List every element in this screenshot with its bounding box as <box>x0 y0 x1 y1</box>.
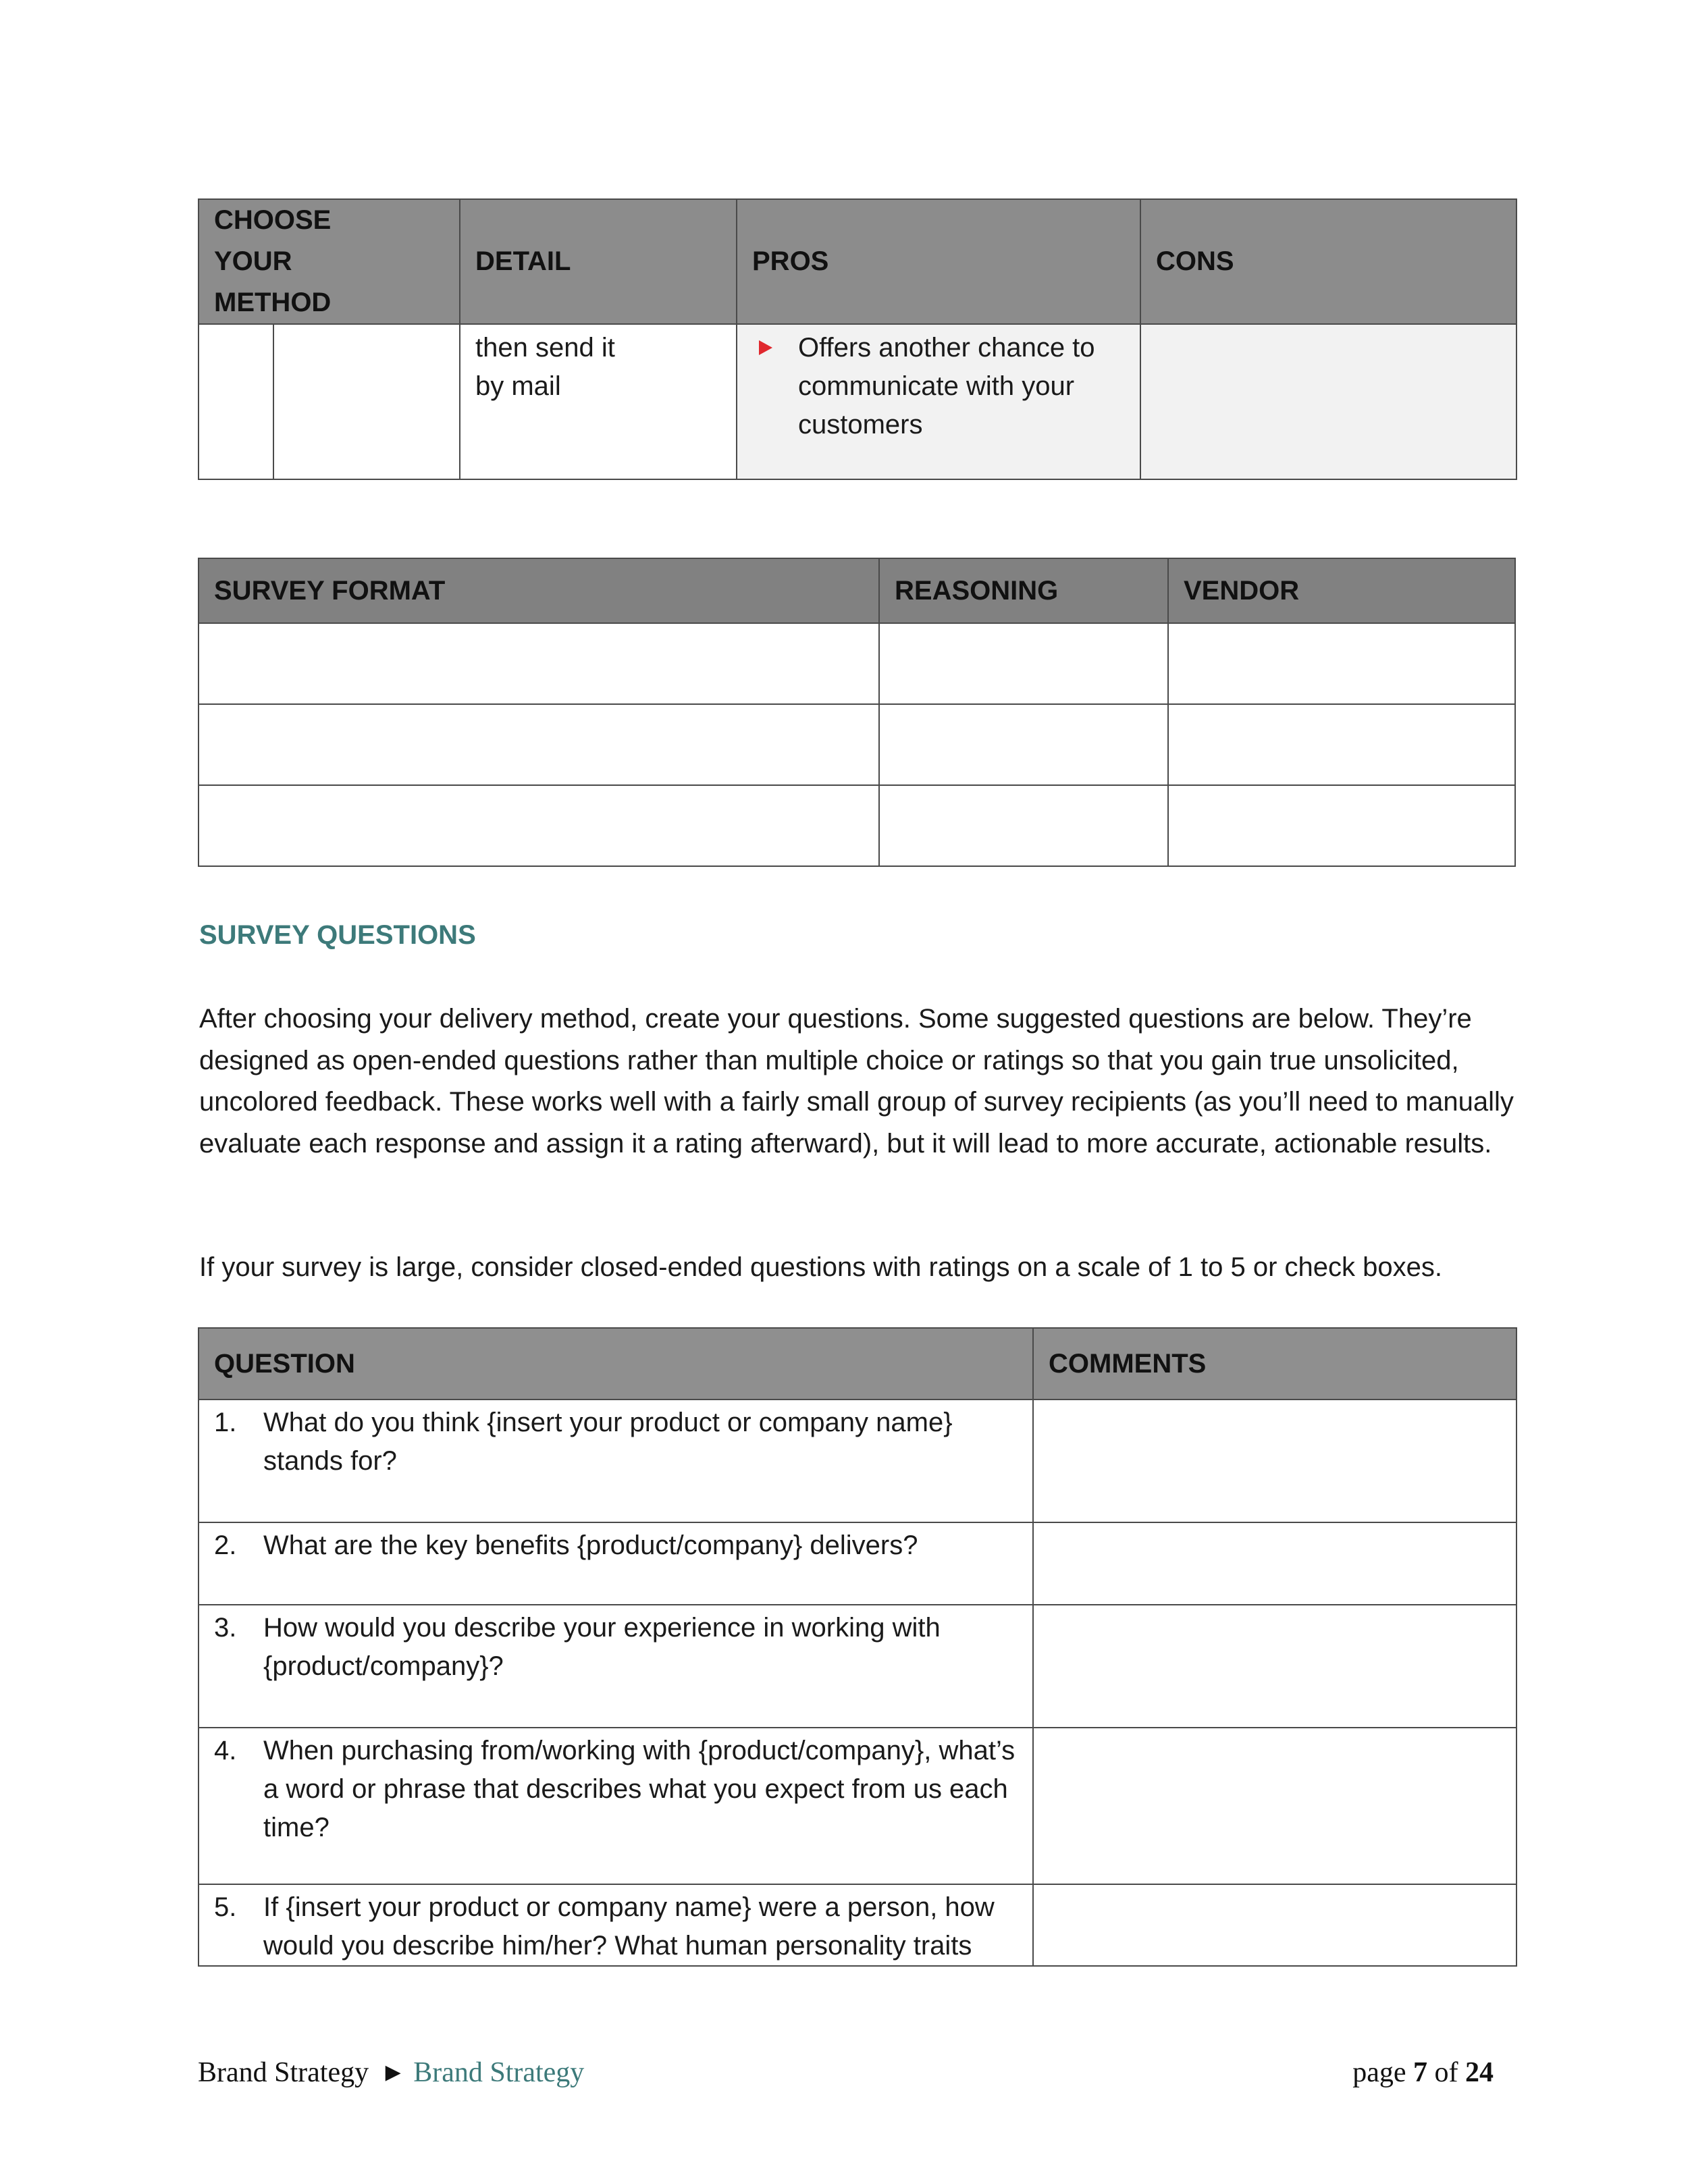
reasoning-input-cell[interactable] <box>879 785 1168 866</box>
method-subcell-b <box>273 324 460 479</box>
header-vendor: VENDOR <box>1184 575 1300 606</box>
cons-cell <box>1140 324 1516 479</box>
comments-input-cell[interactable] <box>1033 1522 1516 1605</box>
survey-format-input-cell[interactable] <box>199 785 879 866</box>
question-text: How would you describe your experience in working with {product/company}? <box>263 1613 941 1681</box>
question-number: 1. <box>214 1408 237 1437</box>
page-current: 7 <box>1413 2057 1427 2088</box>
table-row <box>199 1522 1516 1605</box>
header-survey-format: SURVEY FORMAT <box>214 575 446 606</box>
reasoning-input-cell[interactable] <box>879 704 1168 785</box>
question-cell <box>199 1605 1033 1728</box>
pros-cell <box>737 324 1140 479</box>
table-row <box>199 1605 1516 1728</box>
question-text: What do you think {insert your product or company name} stands for? <box>263 1408 953 1476</box>
footer-page-number <box>1352 2052 1494 2093</box>
table-row <box>199 785 1515 866</box>
reasoning-input-cell[interactable] <box>879 623 1168 704</box>
detail-text: then send it by mail <box>475 333 615 401</box>
footer-separator-icon: ▶ <box>385 2060 401 2084</box>
header-question: QUESTION <box>214 1348 355 1379</box>
bullet-triangle-icon <box>759 340 772 355</box>
question-text: If {insert your product or company name} were a person, how would you describe him/her? What human personality traits <box>263 1892 995 1961</box>
header-pros: PROS <box>752 246 829 276</box>
detail-cell <box>460 324 737 479</box>
question-number: 4. <box>214 1736 237 1765</box>
survey-format-input-cell[interactable] <box>199 623 879 704</box>
header-cell-method <box>199 199 460 324</box>
header-cell-reasoning <box>879 558 1168 623</box>
footer-document-title: Brand Strategy <box>198 2057 369 2088</box>
intro-paragraph: After choosing your delivery method, create your questions. Some suggested questions are below. They’re designed as open-ended questions rather than multiple choice or ratings so that you gain true unsolicited, uncolored feedback. These works well with a fairly small group of survey recipients (as you’ll need to manually evaluate each response and assign it a rating afterward), but it will lead to more accurate, actionable results. <box>199 1004 1514 1158</box>
header-cell-comments <box>1033 1328 1516 1400</box>
question-cell <box>199 1400 1033 1522</box>
question-text: What are the key benefits {product/company} delivers? <box>263 1530 918 1560</box>
header-detail: DETAIL <box>475 246 571 276</box>
footer-section-link[interactable]: Brand Strategy <box>413 2057 585 2088</box>
question-text: When purchasing from/working with {product/company}, what’s a word or phrase that describes what you expect from us each time? <box>263 1736 1016 1842</box>
question-cell <box>199 1522 1033 1605</box>
method-subcell-a <box>199 324 273 479</box>
section-heading: SURVEY QUESTIONS <box>199 920 476 950</box>
footer-left <box>198 2052 584 2096</box>
comments-input-cell[interactable] <box>1033 1605 1516 1728</box>
table-row <box>199 1400 1516 1522</box>
header-cell-question <box>199 1328 1033 1400</box>
header-cons: CONS <box>1156 246 1234 276</box>
table-row <box>199 704 1515 785</box>
method-table <box>198 198 1517 480</box>
header-comments: COMMENTS <box>1049 1348 1207 1379</box>
survey-format-input-cell[interactable] <box>199 704 879 785</box>
header-cell-vendor <box>1168 558 1515 623</box>
question-number: 5. <box>214 1892 237 1922</box>
question-number: 2. <box>214 1530 237 1560</box>
large-survey-paragraph: If your survey is large, consider closed-ended questions with ratings on a scale of 1 to 5 or check boxes. <box>199 1252 1442 1282</box>
question-number: 3. <box>214 1613 237 1643</box>
vendor-input-cell[interactable] <box>1168 623 1515 704</box>
page-of: of <box>1434 2057 1458 2088</box>
table-row <box>199 1728 1516 1884</box>
header-cell-cons <box>1140 199 1516 324</box>
page-prefix: page <box>1352 2057 1406 2088</box>
page-total: 24 <box>1465 2057 1494 2088</box>
comments-input-cell[interactable] <box>1033 1884 1516 1966</box>
header-reasoning: REASONING <box>895 575 1059 606</box>
header-cell-detail <box>460 199 737 324</box>
question-table <box>198 1327 1517 1967</box>
vendor-input-cell[interactable] <box>1168 704 1515 785</box>
question-cell <box>199 1884 1033 1966</box>
vendor-input-cell[interactable] <box>1168 785 1515 866</box>
comments-input-cell[interactable] <box>1033 1728 1516 1884</box>
question-cell <box>199 1728 1033 1884</box>
table-row <box>199 1884 1516 1966</box>
survey-format-table <box>198 558 1516 867</box>
pros-text: Offers another chance to communicate with your customers <box>798 333 1095 440</box>
header-choose-method: CHOOSE YOUR METHOD <box>214 205 332 317</box>
comments-input-cell[interactable] <box>1033 1400 1516 1522</box>
header-cell-pros <box>737 199 1140 324</box>
table-row <box>199 623 1515 704</box>
header-cell-survey-format <box>199 558 879 623</box>
